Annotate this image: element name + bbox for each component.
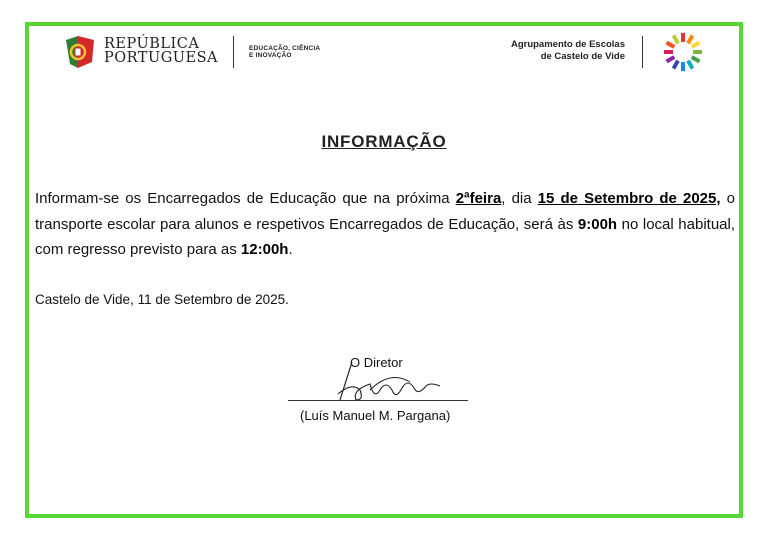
portuguese-republic-emblem-icon (64, 34, 96, 70)
government-name (104, 37, 218, 65)
date-highlight: 15 de Setembro de 2025, (537, 190, 721, 207)
paragraph-text-4: no local habitual, com regresso previsto para as (35, 215, 736, 258)
ministry-line-1: EDUCAÇÃO, CIÊNCIA (249, 45, 321, 52)
header-divider-right (642, 36, 643, 68)
return-time: 12:00h (240, 241, 289, 258)
header-divider-left (233, 36, 234, 68)
page-border (25, 22, 743, 518)
school-line-1: Agrupamento de Escolas (510, 39, 625, 50)
school-logo-icon (660, 32, 706, 72)
handwritten-signature (330, 360, 465, 405)
place-and-date: Castelo de Vide, 11 de Setembro de 2025. (35, 292, 289, 307)
paragraph-text-1: Informam-se os Encarregados de Educação que na próxima (35, 190, 456, 207)
director-title: O Diretor (350, 355, 403, 370)
paragraph-text-3: o transporte escolar para alunos e respetivos Encarregados de Educação, será às (35, 190, 735, 233)
school-line-2: de Castelo de Vide (540, 51, 625, 62)
signature-line (288, 400, 468, 401)
departure-time: 9:00h (577, 215, 618, 233)
paragraph-text-2: , dia (501, 190, 538, 207)
school-name (511, 39, 625, 63)
paragraph-text-5: . (288, 241, 293, 258)
ministry-name (249, 45, 359, 59)
ministry-line-2: E INOVAÇÃO (249, 52, 292, 59)
announcement-paragraph (35, 186, 735, 263)
director-name: (Luís Manuel M. Pargana) (300, 408, 451, 423)
government-line-2: PORTUGUESA (104, 50, 218, 66)
government-line-1: REPÚBLICA (104, 36, 200, 52)
weekday-highlight: 2ªfeira (455, 190, 502, 207)
document-title: INFORMAÇÃO (321, 132, 447, 151)
